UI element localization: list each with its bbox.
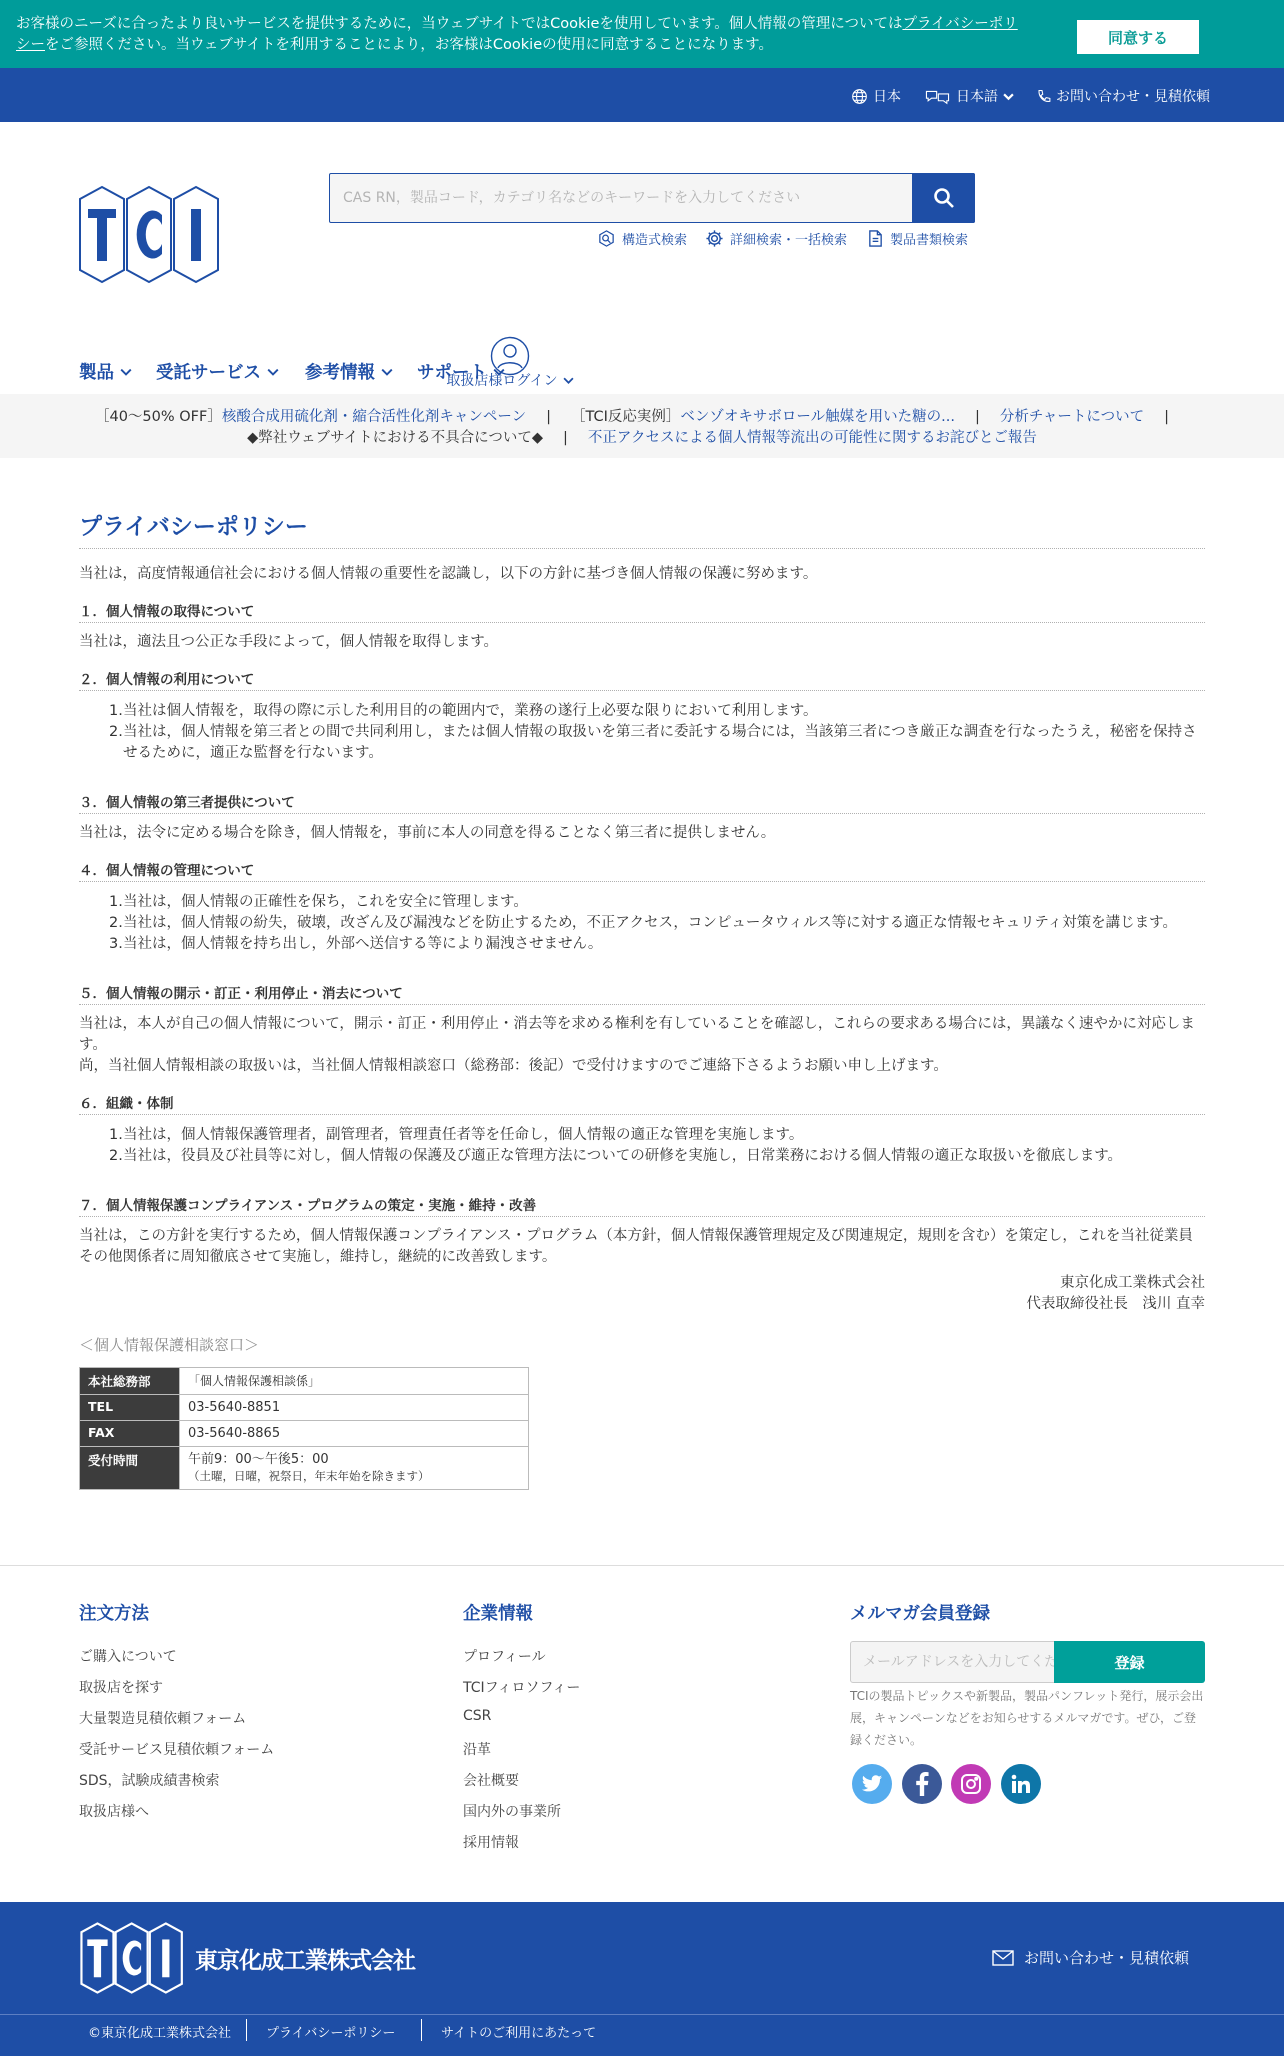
phone-icon	[1036, 89, 1051, 104]
signer: 代表取締役社長 浅川 直幸	[1026, 1296, 1205, 1312]
table-row	[80, 1368, 529, 1395]
mail-icon	[992, 1950, 1014, 1966]
footer-link[interactable]: 受託サービス見積依頼フォーム	[79, 1742, 275, 1758]
table-header-cell: 受付時間	[80, 1447, 180, 1490]
footer-company-title: 企業情報	[463, 1604, 533, 1624]
table-cell	[180, 1447, 529, 1490]
section-1-text: 当社は，適法且つ公正な手段によって，個人情報を取得します。	[79, 634, 499, 650]
footer-contact-link[interactable]	[992, 1947, 1189, 1968]
chevron-down-icon	[120, 366, 132, 378]
linkedin-icon	[1011, 1774, 1031, 1794]
list-item: 2. 当社は，役員及び社員等に対し，個人情報の保護及び適正な管理方法についての研修を実施し，日常業務における個人情報の適正な取扱いを徹底します。	[109, 1148, 1123, 1164]
list-item: 1. 当社は，個人情報保護管理者，副管理者，管理責任者等を任命し，個人情報の適正な管理を実施します。	[109, 1127, 804, 1143]
footer-link[interactable]: SDS，試験成績書検索	[79, 1773, 220, 1789]
footer-link[interactable]: ご購入について	[79, 1649, 177, 1665]
news-ticker	[0, 394, 1284, 458]
intro-text: 当社は，高度情報通信社会における個人情報の重要性を認識し，以下の方針に基づき個人情報の保護に努めます。	[79, 566, 818, 582]
page-title: プライバシーポリシー	[79, 508, 1205, 549]
list-item-text: 当社は，役員及び社員等に対し，個人情報の保護及び適正な管理方法についての研修を実施し，日常業務における個人情報の適正な取扱いを徹底します。	[123, 1148, 1123, 1164]
cookie-banner	[0, 0, 1284, 68]
news-tag: ［40～50% OFF］	[94, 409, 222, 425]
dealer-login-label: 取扱店様ログイン	[446, 373, 558, 389]
table-row	[80, 1421, 529, 1447]
list-item-text: 当社は個人情報を，取得の際に示した利用目的の範囲内で，業務の遂行上必要な限りにおいて利用します。	[123, 703, 818, 719]
search-icon	[933, 187, 955, 209]
newsletter-description: TCIの製品トピックスや新製品，製品パンフレット発行，展示会出展，キャンペーンなどをお知らせするメルマガです。ぜひ，ご登録ください。	[850, 1689, 1204, 1747]
table-header-cell: 本社総務部	[80, 1368, 180, 1395]
section-6-title: ６．組織・体制	[79, 1092, 1205, 1115]
contact-table	[79, 1367, 529, 1490]
dealer-login[interactable]	[440, 336, 580, 390]
nav-contract-services-label: 受託サービス	[156, 363, 261, 383]
language-selector[interactable]	[924, 86, 1014, 106]
list-item: 1. 当社は，個人情報の正確性を保ち，これを安全に管理します。	[109, 894, 528, 910]
footer-contact-label: お問い合わせ・見積依頼	[1024, 1949, 1190, 1967]
terms-link[interactable]: サイトのご利用にあたって	[441, 2026, 597, 2041]
band-divider	[0, 2014, 1284, 2015]
footer-link[interactable]: 沿革	[463, 1742, 491, 1758]
nav-reference[interactable]	[305, 359, 393, 384]
tci-logo-mark-white	[79, 1922, 185, 1994]
language-label: 日本語	[956, 89, 998, 105]
news-line-2	[0, 426, 1284, 447]
hours-note: （土曜，日曜，祝祭日，年末年始を除きます）	[188, 1469, 430, 1483]
cookie-message	[16, 14, 1026, 56]
list-item-text: 当社は，個人情報の正確性を保ち，これを安全に管理します。	[123, 894, 528, 910]
region-selector[interactable]	[851, 86, 901, 106]
chevron-down-icon	[1003, 91, 1014, 102]
company-name: 東京化成工業株式会社	[1060, 1275, 1205, 1291]
region-label: 日本	[873, 89, 901, 105]
separator	[246, 2019, 247, 2041]
section-7-text: 当社は，この方針を実行するため，個人情報保護コンプライアンス・プログラム（本方針，個人情報保護管理規定及び関連規定，規則を含む）を策定し，これを当社従業員その他関係者に周知徹底させて実施し，維持し，継続的に改善致します。	[79, 1228, 1193, 1265]
table-header-cell: FAX	[80, 1421, 180, 1447]
structure-search-icon	[597, 229, 616, 248]
hours-text: 午前9：00～午後5：00	[188, 1452, 329, 1467]
footer-logo[interactable]	[79, 1922, 415, 1994]
table-cell: 03-5640-8851	[180, 1395, 529, 1421]
nav-products-label: 製品	[79, 363, 114, 383]
instagram-link[interactable]	[951, 1764, 991, 1804]
footer-link[interactable]: 国内外の事業所	[463, 1804, 561, 1820]
table-row	[80, 1395, 529, 1421]
news-link[interactable]: ベンゾオキサボロール触媒を用いた糖の...	[680, 409, 955, 425]
news-separator: |	[1164, 409, 1170, 425]
facebook-link[interactable]	[902, 1764, 942, 1804]
instagram-icon	[960, 1773, 982, 1795]
list-item-text: 当社は，個人情報の紛失，破壊，改ざん及び漏洩などを防止するため，不正アクセス，コンピュータウィルス等に対する適正な情報セキュリティ対策を講じます。	[123, 915, 1177, 931]
footer-link[interactable]: 大量製造見積依頼フォーム	[79, 1711, 247, 1727]
section-5-note: 尚，当社個人情報相談の取扱いは，当社個人情報相談窓口（総務部：後記）で受付けますのでご連絡下さるようお願い申し上げます。	[79, 1058, 948, 1074]
nav-support-label: サポート	[417, 363, 487, 383]
structure-search-link[interactable]	[597, 229, 687, 248]
document-search-label: 製品書類検索	[890, 233, 969, 248]
gear-icon	[705, 229, 724, 248]
news-link[interactable]: 不正アクセスによる個人情報等流出の可能性に関するお詫びとご報告	[587, 430, 1037, 446]
search-input[interactable]	[330, 174, 912, 222]
section-4-list	[79, 892, 1205, 955]
list-item: 1. 当社は個人情報を，取得の際に示した利用目的の範囲内で，業務の遂行上必要な限りにおいて利用します。	[109, 703, 818, 719]
facebook-icon	[915, 1772, 929, 1796]
separator	[421, 2019, 422, 2041]
list-item-text: 当社は，個人情報を第三者との間で共同利用し，または個人情報の取扱いを第三者に委託する場合には，当該第三者につき厳正な調査を行なったうえ，秘密を保持させるために，適正な監督を行ないます。	[123, 724, 1197, 761]
utility-contact-link[interactable]	[1036, 86, 1210, 106]
tci-logo-mark	[78, 185, 221, 284]
footer-divider	[0, 1565, 1284, 1566]
language-icon	[924, 88, 951, 105]
list-item: 3. 当社は，個人情報を持ち出し，外部へ送信する等により漏洩させません。	[109, 936, 603, 952]
section-6-list	[79, 1125, 1205, 1167]
list-item-text: 当社は，個人情報保護管理者，副管理者，管理責任者等を任命し，個人情報の適正な管理を実施します。	[123, 1127, 804, 1143]
news-tag: ［TCI反応実例］	[570, 409, 681, 425]
footer-link[interactable]: プロフィール	[463, 1649, 546, 1665]
footer-link[interactable]: 取扱店様へ	[79, 1804, 149, 1820]
twitter-icon	[861, 1774, 883, 1794]
section-5-title: ５．個人情報の開示・訂正・利用停止・消去について	[79, 982, 1205, 1005]
search-bar	[329, 173, 975, 223]
agree-button[interactable]: 同意する	[1077, 20, 1199, 54]
table-row	[80, 1447, 529, 1490]
news-line-1	[0, 405, 1284, 426]
news-separator: |	[562, 430, 568, 446]
section-1-title: １．個人情報の取得について	[79, 600, 1205, 623]
footer-link[interactable]: CSR	[463, 1708, 492, 1724]
news-link[interactable]: 分析チャートについて	[999, 409, 1145, 425]
section-2-title: ２．個人情報の利用について	[79, 668, 1205, 691]
chevron-down-icon	[563, 375, 574, 386]
newsletter-title: メルマガ会員登録	[850, 1604, 990, 1624]
newsletter-register-button[interactable]: 登録	[1054, 1641, 1205, 1683]
newsletter-form	[850, 1641, 1205, 1683]
document-search-link[interactable]	[867, 229, 968, 248]
news-link[interactable]: 核酸合成用硫化剤・縮合活性化剤キャンペーン	[221, 409, 527, 425]
main-content	[79, 508, 1205, 1490]
tci-logo[interactable]	[78, 185, 221, 288]
news-separator: |	[974, 409, 980, 425]
advanced-search-link[interactable]	[705, 229, 847, 248]
newsletter-email-input[interactable]	[850, 1641, 1055, 1683]
nav-products[interactable]	[79, 359, 132, 384]
news-link[interactable]: ◆弊社ウェブサイトにおける不具合について◆	[247, 430, 543, 446]
chevron-down-icon	[267, 366, 279, 378]
privacy-policy-link[interactable]: プライバシーポリシー	[16, 16, 1018, 53]
chevron-down-icon	[381, 366, 393, 378]
list-item-text: 当社は，個人情報を持ち出し，外部へ送信する等により漏洩させません。	[123, 936, 603, 952]
section-2-list	[79, 701, 1205, 764]
document-icon	[867, 229, 884, 248]
list-item: 2. 当社は，個人情報の紛失，破壊，改ざん及び漏洩などを防止するため，不正アクセス，コンピュータウィルス等に対する適正な情報セキュリティ対策を講じます。	[109, 915, 1177, 931]
table-cell: 「個人情報保護相談係」	[180, 1368, 529, 1395]
section-5-text: 当社は，本人が自己の個人情報について，開示・訂正・利用停止・消去等を求める権利を有していることを確認し，これらの要求ある場合には，異議なく速やかに対応します。	[79, 1016, 1195, 1053]
table-header-cell: TEL	[80, 1395, 180, 1421]
footer-link[interactable]: 取扱店を探す	[79, 1680, 163, 1696]
utility-bar	[0, 68, 1284, 122]
footer-link[interactable]: TCIフィロソフィー	[463, 1680, 581, 1696]
contact-label: お問い合わせ・見積依頼	[1056, 89, 1210, 105]
cookie-text: お客様のニーズに合ったより良いサービスを提供するために，当ウェブサイトではCookieを使用しています。個人情報の管理については	[16, 16, 903, 32]
structure-search-label: 構造式検索	[622, 233, 688, 248]
footer-link[interactable]: 採用情報	[463, 1835, 519, 1851]
contact-window-title: ＜個人情報保護相談窓口＞	[79, 1336, 260, 1354]
section-3-title: ３．個人情報の第三者提供について	[79, 791, 1205, 814]
globe-icon	[851, 88, 868, 105]
advanced-search-label: 詳細検索・一括検索	[730, 233, 848, 248]
footer-order-title: 注文方法	[79, 1604, 149, 1624]
table-cell: 03-5640-8865	[180, 1421, 529, 1447]
nav-contract-services[interactable]	[156, 359, 279, 384]
privacy-policy-footer-link[interactable]: プライバシーポリシー	[266, 2026, 396, 2041]
list-item: 2. 当社は，個人情報を第三者との間で共同利用し，または個人情報の取扱いを第三者に委託する場合には，当該第三者につき厳正な調査を行なったうえ，秘密を保持させるために，適正な監督を行ないます。	[109, 724, 1197, 761]
footer-link[interactable]: 会社概要	[463, 1773, 519, 1789]
copyright: ©東京化成工業株式会社	[88, 2026, 232, 2041]
section-7-title: ７．個人情報保護コンプライアンス・プログラムの策定・実施・維持・改善	[79, 1194, 1205, 1217]
nav-reference-label: 参考情報	[305, 363, 375, 383]
section-3-text: 当社は，法令に定める場合を除き，個人情報を，事前に本人の同意を得ることなく第三者に提供しません。	[79, 825, 776, 841]
news-separator: |	[546, 409, 551, 425]
footer-company-name: 東京化成工業株式会社	[195, 1947, 415, 1974]
linkedin-link[interactable]	[1001, 1764, 1041, 1804]
cookie-text-2: をご参照ください。当ウェブサイトを利用することにより，お客様はCookieの使用に同意することになります。	[45, 37, 773, 53]
section-4-title: ４．個人情報の管理について	[79, 859, 1205, 882]
twitter-link[interactable]	[852, 1764, 892, 1804]
search-button[interactable]	[912, 173, 975, 223]
